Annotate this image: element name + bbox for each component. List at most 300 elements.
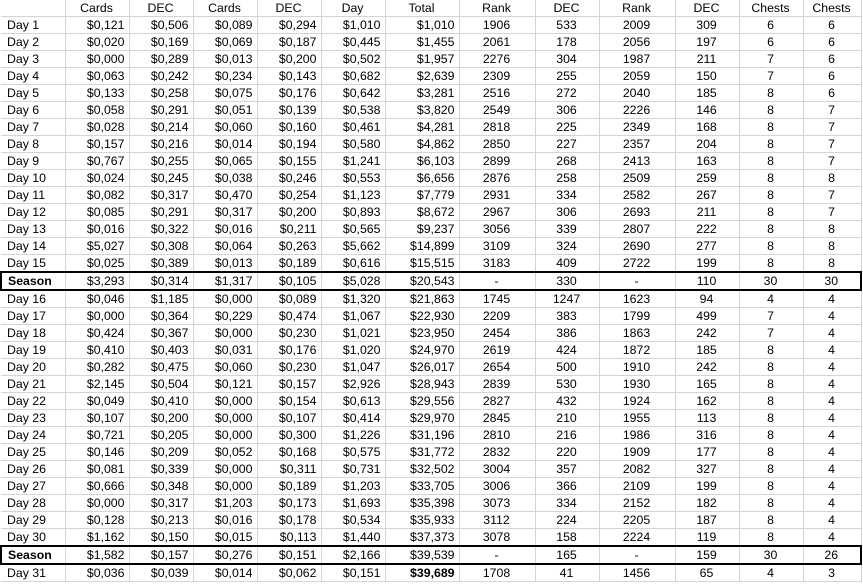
table-cell[interactable]: $0,000 <box>193 478 257 495</box>
table-cell[interactable]: 3056 <box>459 221 535 238</box>
table-cell[interactable]: 4 <box>803 376 861 393</box>
table-cell[interactable]: 8 <box>803 238 861 255</box>
table-cell[interactable]: 1247 <box>535 290 599 308</box>
table-cell[interactable]: $8,672 <box>385 204 459 221</box>
table-cell[interactable]: 242 <box>675 359 739 376</box>
table-cell[interactable]: $0,107 <box>257 410 321 427</box>
table-cell[interactable]: - <box>599 272 675 290</box>
table-cell[interactable]: 409 <box>535 255 599 273</box>
table-cell[interactable]: $0,424 <box>65 325 129 342</box>
table-cell[interactable]: $0,168 <box>257 444 321 461</box>
table-cell[interactable]: $0,255 <box>129 153 193 170</box>
table-cell[interactable]: $29,556 <box>385 393 459 410</box>
table-cell[interactable]: 267 <box>675 187 739 204</box>
table-cell[interactable]: $0,157 <box>65 136 129 153</box>
table-cell[interactable]: 1799 <box>599 308 675 325</box>
table-cell[interactable]: $39,689 <box>385 564 459 582</box>
table-cell[interactable]: 6 <box>739 17 803 34</box>
table-cell[interactable]: 2810 <box>459 427 535 444</box>
table-cell[interactable]: $7,779 <box>385 187 459 204</box>
table-cell[interactable]: $0,282 <box>65 359 129 376</box>
table-cell[interactable]: $0,317 <box>193 204 257 221</box>
table-cell[interactable]: $0,024 <box>65 170 129 187</box>
table-cell[interactable]: 272 <box>535 85 599 102</box>
row-label-cell[interactable]: Day 21 <box>1 376 65 393</box>
table-cell[interactable]: 210 <box>535 410 599 427</box>
table-cell[interactable]: 150 <box>675 68 739 85</box>
table-cell[interactable]: 3004 <box>459 461 535 478</box>
table-cell[interactable]: $0,038 <box>193 170 257 187</box>
table-cell[interactable]: 8 <box>739 221 803 238</box>
table-cell[interactable]: 187 <box>675 512 739 529</box>
table-cell[interactable]: 334 <box>535 187 599 204</box>
table-cell[interactable]: $0,348 <box>129 478 193 495</box>
table-cell[interactable]: 159 <box>675 546 739 564</box>
table-cell[interactable]: 2061 <box>459 34 535 51</box>
table-cell[interactable]: 4 <box>803 342 861 359</box>
table-cell[interactable]: $1,455 <box>385 34 459 51</box>
table-cell[interactable]: 3 <box>803 564 861 582</box>
table-cell[interactable]: 6 <box>803 85 861 102</box>
table-cell[interactable]: 2309 <box>459 68 535 85</box>
table-cell[interactable]: 242 <box>675 325 739 342</box>
table-cell[interactable]: - <box>599 546 675 564</box>
table-cell[interactable]: 2205 <box>599 512 675 529</box>
table-cell[interactable]: $0,189 <box>257 478 321 495</box>
table-cell[interactable]: 499 <box>675 308 739 325</box>
table-cell[interactable]: $0,151 <box>257 546 321 564</box>
row-label-cell[interactable]: Day 3 <box>1 51 65 68</box>
table-cell[interactable]: 30 <box>803 272 861 290</box>
table-cell[interactable]: $1,021 <box>321 325 385 342</box>
table-cell[interactable]: $0,176 <box>257 342 321 359</box>
row-label-cell[interactable]: Day 12 <box>1 204 65 221</box>
table-cell[interactable]: 4 <box>803 512 861 529</box>
table-cell[interactable]: 8 <box>739 187 803 204</box>
table-cell[interactable]: $31,196 <box>385 427 459 444</box>
table-cell[interactable]: 339 <box>535 221 599 238</box>
table-cell[interactable]: $0,000 <box>193 427 257 444</box>
table-cell[interactable]: $5,027 <box>65 238 129 255</box>
row-label-cell[interactable]: Day 11 <box>1 187 65 204</box>
row-label-cell[interactable]: Day 28 <box>1 495 65 512</box>
table-cell[interactable]: $35,398 <box>385 495 459 512</box>
table-cell[interactable]: $0,150 <box>129 529 193 547</box>
table-cell[interactable]: $0,049 <box>65 393 129 410</box>
table-cell[interactable]: $0,322 <box>129 221 193 238</box>
table-cell[interactable]: $0,146 <box>65 444 129 461</box>
table-cell[interactable]: $1,957 <box>385 51 459 68</box>
table-cell[interactable]: $0,160 <box>257 119 321 136</box>
table-cell[interactable]: 177 <box>675 444 739 461</box>
table-cell[interactable]: $0,014 <box>193 564 257 582</box>
row-label-cell[interactable]: Season <box>1 272 65 290</box>
table-cell[interactable]: $0,000 <box>193 461 257 478</box>
table-cell[interactable]: 3112 <box>459 512 535 529</box>
table-cell[interactable]: $0,060 <box>193 359 257 376</box>
table-cell[interactable]: 26 <box>803 546 861 564</box>
table-cell[interactable]: $0,200 <box>129 410 193 427</box>
table-cell[interactable]: $6,656 <box>385 170 459 187</box>
table-cell[interactable]: 383 <box>535 308 599 325</box>
table-cell[interactable]: $0,065 <box>193 153 257 170</box>
table-cell[interactable]: $1,582 <box>65 546 129 564</box>
table-cell[interactable]: $0,580 <box>321 136 385 153</box>
table-cell[interactable]: 8 <box>739 342 803 359</box>
table-cell[interactable]: $0,229 <box>193 308 257 325</box>
table-cell[interactable]: 2693 <box>599 204 675 221</box>
table-cell[interactable]: $0,139 <box>257 102 321 119</box>
table-cell[interactable]: 146 <box>675 102 739 119</box>
table-cell[interactable]: $0,403 <box>129 342 193 359</box>
table-cell[interactable]: $24,970 <box>385 342 459 359</box>
row-label-cell[interactable]: Day 17 <box>1 308 65 325</box>
table-cell[interactable]: 2876 <box>459 170 535 187</box>
table-cell[interactable]: $0,721 <box>65 427 129 444</box>
table-cell[interactable]: 65 <box>675 564 739 582</box>
table-cell[interactable]: $0,642 <box>321 85 385 102</box>
table-cell[interactable]: 500 <box>535 359 599 376</box>
table-cell[interactable]: $1,317 <box>193 272 257 290</box>
table-cell[interactable]: 8 <box>803 255 861 273</box>
table-cell[interactable]: 8 <box>739 393 803 410</box>
table-cell[interactable]: $39,539 <box>385 546 459 564</box>
table-cell[interactable]: 7 <box>803 187 861 204</box>
table-cell[interactable]: $35,933 <box>385 512 459 529</box>
table-cell[interactable]: $0,128 <box>65 512 129 529</box>
table-cell[interactable]: $0,367 <box>129 325 193 342</box>
row-label-cell[interactable]: Day 14 <box>1 238 65 255</box>
table-cell[interactable]: $4,281 <box>385 119 459 136</box>
table-cell[interactable]: 224 <box>535 512 599 529</box>
table-cell[interactable]: $0,553 <box>321 170 385 187</box>
row-label-cell[interactable]: Day 30 <box>1 529 65 547</box>
table-cell[interactable]: $0,200 <box>257 204 321 221</box>
table-cell[interactable]: 8 <box>739 376 803 393</box>
table-cell[interactable]: 6 <box>803 68 861 85</box>
table-cell[interactable]: 163 <box>675 153 739 170</box>
table-cell[interactable]: $0,133 <box>65 85 129 102</box>
table-cell[interactable]: 3006 <box>459 478 535 495</box>
table-cell[interactable]: $1,226 <box>321 427 385 444</box>
table-cell[interactable]: 2226 <box>599 102 675 119</box>
column-header[interactable]: Total <box>385 0 459 17</box>
table-cell[interactable]: $0,246 <box>257 170 321 187</box>
table-cell[interactable]: $3,820 <box>385 102 459 119</box>
row-label-cell[interactable]: Day 4 <box>1 68 65 85</box>
table-cell[interactable]: 8 <box>739 204 803 221</box>
table-cell[interactable]: 1623 <box>599 290 675 308</box>
table-cell[interactable]: $0,258 <box>129 85 193 102</box>
row-label-cell[interactable]: Day 6 <box>1 102 65 119</box>
table-cell[interactable]: $0,063 <box>65 68 129 85</box>
table-cell[interactable]: $6,103 <box>385 153 459 170</box>
table-cell[interactable]: 330 <box>535 272 599 290</box>
table-cell[interactable]: $0,410 <box>65 342 129 359</box>
table-cell[interactable]: 8 <box>739 461 803 478</box>
table-cell[interactable]: $1,010 <box>385 17 459 34</box>
table-cell[interactable]: 530 <box>535 376 599 393</box>
table-cell[interactable]: 424 <box>535 342 599 359</box>
table-cell[interactable]: $0,291 <box>129 102 193 119</box>
table-cell[interactable]: 4 <box>803 478 861 495</box>
table-cell[interactable]: $22,930 <box>385 308 459 325</box>
table-cell[interactable]: $0,064 <box>193 238 257 255</box>
row-label-cell[interactable]: Day 26 <box>1 461 65 478</box>
table-cell[interactable]: $0,575 <box>321 444 385 461</box>
table-cell[interactable]: $0,154 <box>257 393 321 410</box>
table-cell[interactable]: 185 <box>675 342 739 359</box>
table-cell[interactable]: $0,194 <box>257 136 321 153</box>
table-cell[interactable]: 259 <box>675 170 739 187</box>
table-cell[interactable]: $0,410 <box>129 393 193 410</box>
table-cell[interactable]: $0,213 <box>129 512 193 529</box>
column-header[interactable]: DEC <box>257 0 321 17</box>
row-label-cell[interactable]: Day 8 <box>1 136 65 153</box>
table-cell[interactable]: 306 <box>535 204 599 221</box>
table-cell[interactable]: 178 <box>535 34 599 51</box>
table-cell[interactable]: 227 <box>535 136 599 153</box>
table-cell[interactable]: $0,242 <box>129 68 193 85</box>
row-label-cell[interactable]: Day 19 <box>1 342 65 359</box>
table-cell[interactable]: $0,060 <box>193 119 257 136</box>
table-cell[interactable]: $1,203 <box>321 478 385 495</box>
table-cell[interactable]: $5,662 <box>321 238 385 255</box>
table-cell[interactable]: $0,314 <box>129 272 193 290</box>
table-cell[interactable]: 2690 <box>599 238 675 255</box>
column-header[interactable]: DEC <box>129 0 193 17</box>
table-cell[interactable]: $2,926 <box>321 376 385 393</box>
table-cell[interactable]: $0,245 <box>129 170 193 187</box>
table-cell[interactable]: $0,069 <box>193 34 257 51</box>
table-cell[interactable]: 255 <box>535 68 599 85</box>
row-label-cell[interactable]: Day 5 <box>1 85 65 102</box>
table-cell[interactable]: $0,311 <box>257 461 321 478</box>
table-cell[interactable]: $0,016 <box>193 512 257 529</box>
table-cell[interactable]: $1,241 <box>321 153 385 170</box>
table-cell[interactable]: 1986 <box>599 427 675 444</box>
table-cell[interactable]: 1708 <box>459 564 535 582</box>
table-cell[interactable]: 2654 <box>459 359 535 376</box>
row-label-cell[interactable]: Day 25 <box>1 444 65 461</box>
table-cell[interactable]: $26,017 <box>385 359 459 376</box>
table-cell[interactable]: 2582 <box>599 187 675 204</box>
table-cell[interactable]: 2209 <box>459 308 535 325</box>
table-cell[interactable]: $0,000 <box>193 410 257 427</box>
table-cell[interactable]: $0,216 <box>129 136 193 153</box>
table-cell[interactable]: $0,075 <box>193 85 257 102</box>
table-cell[interactable]: $32,502 <box>385 461 459 478</box>
table-cell[interactable]: $0,616 <box>321 255 385 273</box>
row-label-cell[interactable]: Day 29 <box>1 512 65 529</box>
table-cell[interactable]: 8 <box>739 119 803 136</box>
table-cell[interactable]: 162 <box>675 393 739 410</box>
column-header[interactable]: DEC <box>535 0 599 17</box>
table-cell[interactable]: $2,639 <box>385 68 459 85</box>
table-cell[interactable]: $1,047 <box>321 359 385 376</box>
table-cell[interactable]: 8 <box>739 512 803 529</box>
table-cell[interactable]: 2059 <box>599 68 675 85</box>
table-cell[interactable]: 306 <box>535 102 599 119</box>
table-cell[interactable]: 94 <box>675 290 739 308</box>
column-header[interactable]: Day <box>321 0 385 17</box>
table-cell[interactable]: $1,203 <box>193 495 257 512</box>
table-cell[interactable]: $0,461 <box>321 119 385 136</box>
table-cell[interactable]: 211 <box>675 51 739 68</box>
table-cell[interactable]: $33,705 <box>385 478 459 495</box>
table-cell[interactable]: $0,475 <box>129 359 193 376</box>
table-cell[interactable]: $5,028 <box>321 272 385 290</box>
row-label-cell[interactable]: Day 22 <box>1 393 65 410</box>
table-cell[interactable]: $0,364 <box>129 308 193 325</box>
column-header[interactable]: Rank <box>599 0 675 17</box>
table-cell[interactable]: 2845 <box>459 410 535 427</box>
table-cell[interactable]: 4 <box>803 393 861 410</box>
table-cell[interactable]: 3109 <box>459 238 535 255</box>
table-cell[interactable]: 4 <box>739 564 803 582</box>
table-cell[interactable]: 6 <box>739 34 803 51</box>
table-cell[interactable]: 6 <box>803 34 861 51</box>
table-cell[interactable]: $0,502 <box>321 51 385 68</box>
row-label-cell[interactable]: Day 7 <box>1 119 65 136</box>
table-cell[interactable]: 2818 <box>459 119 535 136</box>
row-label-cell[interactable]: Day 1 <box>1 17 65 34</box>
table-cell[interactable]: $3,293 <box>65 272 129 290</box>
table-cell[interactable]: $0,000 <box>193 325 257 342</box>
table-cell[interactable]: $0,000 <box>193 290 257 308</box>
table-cell[interactable]: $0,157 <box>129 546 193 564</box>
table-cell[interactable]: 41 <box>535 564 599 582</box>
table-cell[interactable]: 168 <box>675 119 739 136</box>
table-cell[interactable]: $0,085 <box>65 204 129 221</box>
table-cell[interactable]: 204 <box>675 136 739 153</box>
row-label-cell[interactable]: Day 24 <box>1 427 65 444</box>
table-cell[interactable]: 216 <box>535 427 599 444</box>
table-cell[interactable]: 2109 <box>599 478 675 495</box>
row-label-cell[interactable]: Day 13 <box>1 221 65 238</box>
table-cell[interactable]: $0,470 <box>193 187 257 204</box>
table-cell[interactable]: $0,317 <box>129 495 193 512</box>
column-header[interactable]: Chests <box>803 0 861 17</box>
table-cell[interactable]: $0,014 <box>193 136 257 153</box>
table-cell[interactable]: 199 <box>675 255 739 273</box>
row-label-cell[interactable]: Day 18 <box>1 325 65 342</box>
table-cell[interactable]: $0,025 <box>65 255 129 273</box>
table-cell[interactable]: 8 <box>803 170 861 187</box>
table-cell[interactable]: $0,189 <box>257 255 321 273</box>
table-cell[interactable]: 316 <box>675 427 739 444</box>
table-cell[interactable]: $0,113 <box>257 529 321 547</box>
table-cell[interactable]: 277 <box>675 238 739 255</box>
table-cell[interactable]: $0,205 <box>129 427 193 444</box>
table-cell[interactable]: $0,263 <box>257 238 321 255</box>
table-cell[interactable]: 8 <box>803 221 861 238</box>
table-cell[interactable]: 30 <box>739 272 803 290</box>
table-cell[interactable]: 7 <box>803 204 861 221</box>
table-cell[interactable]: 8 <box>739 153 803 170</box>
row-label-cell[interactable]: Day 9 <box>1 153 65 170</box>
table-cell[interactable]: 8 <box>739 85 803 102</box>
table-cell[interactable]: $9,237 <box>385 221 459 238</box>
table-cell[interactable]: $14,899 <box>385 238 459 255</box>
table-cell[interactable]: 2967 <box>459 204 535 221</box>
table-cell[interactable]: 2276 <box>459 51 535 68</box>
table-cell[interactable]: $0,300 <box>257 427 321 444</box>
table-cell[interactable]: $29,970 <box>385 410 459 427</box>
table-cell[interactable]: $0,230 <box>257 325 321 342</box>
table-cell[interactable]: 8 <box>739 529 803 547</box>
table-cell[interactable]: $0,414 <box>321 410 385 427</box>
table-cell[interactable]: 8 <box>739 444 803 461</box>
table-cell[interactable]: 8 <box>739 170 803 187</box>
table-cell[interactable]: 2619 <box>459 342 535 359</box>
table-cell[interactable]: $0,058 <box>65 102 129 119</box>
table-cell[interactable]: 7 <box>803 153 861 170</box>
table-cell[interactable]: $0,211 <box>257 221 321 238</box>
column-header[interactable]: Cards <box>65 0 129 17</box>
table-cell[interactable]: $0,389 <box>129 255 193 273</box>
table-cell[interactable]: $0,666 <box>65 478 129 495</box>
table-cell[interactable]: - <box>459 546 535 564</box>
table-cell[interactable]: 211 <box>675 204 739 221</box>
table-cell[interactable]: $0,169 <box>129 34 193 51</box>
table-cell[interactable]: $0,276 <box>193 546 257 564</box>
table-cell[interactable]: 1930 <box>599 376 675 393</box>
table-cell[interactable]: 4 <box>803 325 861 342</box>
table-cell[interactable]: $0,121 <box>65 17 129 34</box>
table-cell[interactable]: 304 <box>535 51 599 68</box>
table-cell[interactable]: 6 <box>803 51 861 68</box>
table-cell[interactable]: 4 <box>803 427 861 444</box>
table-cell[interactable]: 8 <box>739 478 803 495</box>
table-cell[interactable]: $0,157 <box>257 376 321 393</box>
table-cell[interactable]: $0,121 <box>193 376 257 393</box>
table-cell[interactable]: $0,013 <box>193 255 257 273</box>
table-cell[interactable]: 4 <box>803 461 861 478</box>
table-cell[interactable]: $0,143 <box>257 68 321 85</box>
table-cell[interactable]: 1745 <box>459 290 535 308</box>
table-cell[interactable]: 4 <box>803 444 861 461</box>
table-cell[interactable]: 357 <box>535 461 599 478</box>
table-cell[interactable]: $0,051 <box>193 102 257 119</box>
table-cell[interactable]: 8 <box>739 102 803 119</box>
table-cell[interactable]: $1,010 <box>321 17 385 34</box>
table-cell[interactable]: $0,062 <box>257 564 321 582</box>
table-cell[interactable]: 327 <box>675 461 739 478</box>
table-cell[interactable]: 1987 <box>599 51 675 68</box>
table-cell[interactable]: 2224 <box>599 529 675 547</box>
table-cell[interactable]: 2349 <box>599 119 675 136</box>
table-cell[interactable]: $0,534 <box>321 512 385 529</box>
table-cell[interactable]: 110 <box>675 272 739 290</box>
table-cell[interactable]: $0,000 <box>65 308 129 325</box>
table-cell[interactable]: $0,214 <box>129 119 193 136</box>
column-header[interactable]: Cards <box>193 0 257 17</box>
table-cell[interactable]: $1,185 <box>129 290 193 308</box>
table-cell[interactable]: 2152 <box>599 495 675 512</box>
table-cell[interactable]: 8 <box>739 495 803 512</box>
table-cell[interactable]: 3078 <box>459 529 535 547</box>
table-cell[interactable]: 7 <box>739 51 803 68</box>
table-cell[interactable]: $0,767 <box>65 153 129 170</box>
table-cell[interactable]: $0,000 <box>193 393 257 410</box>
table-cell[interactable]: 2509 <box>599 170 675 187</box>
table-cell[interactable]: $0,565 <box>321 221 385 238</box>
table-cell[interactable]: 8 <box>739 427 803 444</box>
table-cell[interactable]: $0,016 <box>65 221 129 238</box>
column-header[interactable]: Rank <box>459 0 535 17</box>
row-label-cell[interactable]: Day 15 <box>1 255 65 273</box>
